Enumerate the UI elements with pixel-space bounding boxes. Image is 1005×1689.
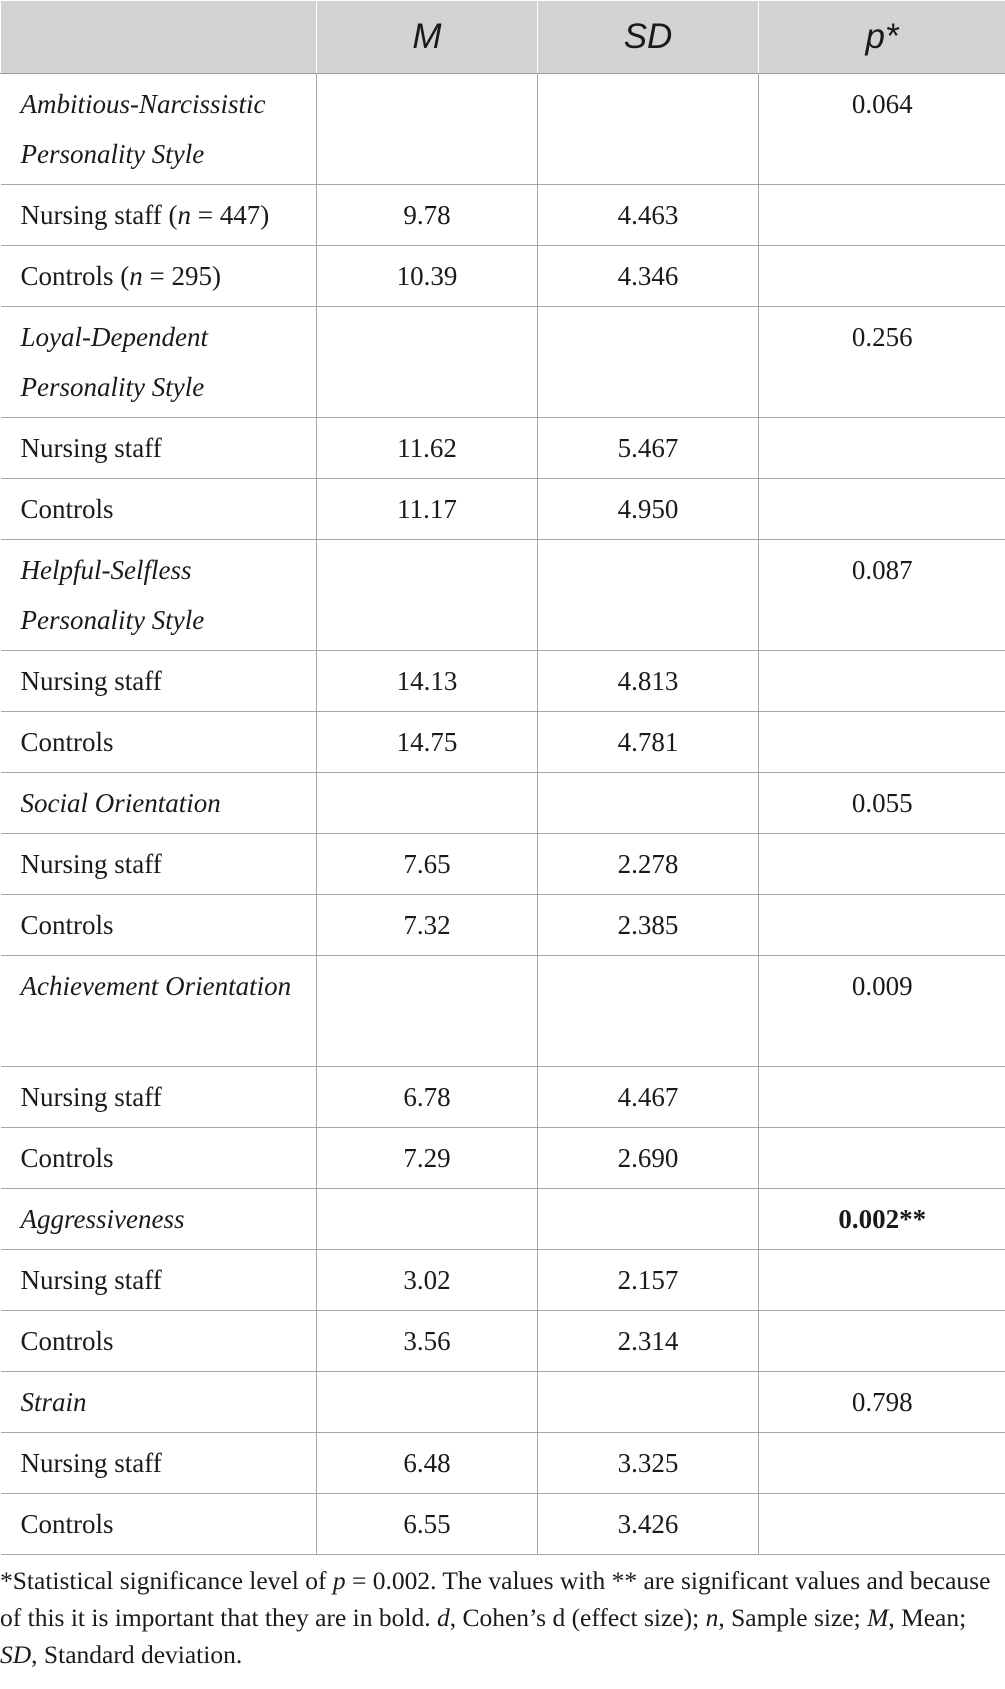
group-row: [1, 307, 1005, 418]
group-sd-cell: [538, 74, 759, 185]
group-row: [1, 1372, 1005, 1433]
group-p-value: 0.009: [759, 956, 1005, 1067]
footnote-text: , Mean;: [888, 1603, 967, 1632]
row-mean: 9.78: [317, 185, 538, 246]
table-row: [1, 1128, 1005, 1189]
row-label: Nursing staff: [1, 1067, 317, 1128]
group-p-value: 0.064: [759, 74, 1005, 185]
footnote-p-symbol: p: [332, 1566, 346, 1595]
header-label-cell: [1, 1, 317, 74]
group-mean-cell: [317, 74, 538, 185]
group-label: Helpful-Selfless Personality Style: [1, 540, 317, 651]
group-label: Ambitious-Narcissistic Personality Style: [1, 74, 317, 185]
row-p: [759, 834, 1005, 895]
row-p: [759, 1311, 1005, 1372]
row-p: [759, 418, 1005, 479]
row-p: [759, 1067, 1005, 1128]
header-mean: M: [317, 1, 538, 74]
row-mean: 6.55: [317, 1494, 538, 1555]
footnote-text: *Statistical significance level of: [0, 1566, 333, 1595]
table-row: [1, 651, 1005, 712]
row-sd: 4.950: [538, 479, 759, 540]
group-label: Social Orientation: [1, 773, 317, 834]
footnote-text: , Standard deviation.: [31, 1640, 243, 1669]
group-sd-cell: [538, 956, 759, 1067]
footnote-d-symbol: d: [436, 1603, 450, 1632]
row-label: Nursing staff: [1, 651, 317, 712]
row-mean: 10.39: [317, 246, 538, 307]
footnote-m-symbol: M: [867, 1603, 889, 1632]
row-mean: 14.13: [317, 651, 538, 712]
table-row: [1, 1494, 1005, 1555]
row-mean: 11.17: [317, 479, 538, 540]
footnote-n-symbol: n: [705, 1603, 719, 1632]
row-mean: 14.75: [317, 712, 538, 773]
row-p: [759, 479, 1005, 540]
row-label: Controls: [1, 895, 317, 956]
group-label: Aggressiveness: [1, 1189, 317, 1250]
row-label: Nursing staff: [1, 1250, 317, 1311]
row-sd: 2.157: [538, 1250, 759, 1311]
row-p: [759, 1250, 1005, 1311]
row-mean: 11.62: [317, 418, 538, 479]
row-label: Nursing staff: [1, 418, 317, 479]
row-mean: 7.29: [317, 1128, 538, 1189]
group-row: [1, 956, 1005, 1067]
row-label: Nursing staff: [1, 1433, 317, 1494]
row-p: [759, 1433, 1005, 1494]
group-sd-cell: [538, 540, 759, 651]
row-p: [759, 246, 1005, 307]
controls-text: Controls (: [20, 261, 130, 291]
group-row: [1, 540, 1005, 651]
row-sd: 2.314: [538, 1311, 759, 1372]
row-sd: 2.690: [538, 1128, 759, 1189]
group-p-value: 0.087: [759, 540, 1005, 651]
table-row: [1, 418, 1005, 479]
n-symbol: n: [177, 200, 191, 230]
row-p: [759, 895, 1005, 956]
group-row: [1, 773, 1005, 834]
n-value: = 295): [142, 261, 221, 291]
table-row: [1, 246, 1005, 307]
group-p-value: 0.055: [759, 773, 1005, 834]
n-value: = 447): [190, 200, 270, 230]
row-label: Nursing staff: [1, 834, 317, 895]
row-label: Controls: [1, 1311, 317, 1372]
row-mean: 6.78: [317, 1067, 538, 1128]
table-row: [1, 1433, 1005, 1494]
row-p: [759, 185, 1005, 246]
row-sd: 5.467: [538, 418, 759, 479]
group-mean-cell: [317, 540, 538, 651]
row-sd: 4.346: [538, 246, 759, 307]
group-mean-cell: [317, 1372, 538, 1433]
nursing-staff-text: Nursing staff (: [20, 200, 178, 230]
row-sd: 4.467: [538, 1067, 759, 1128]
row-label: [1, 246, 317, 307]
row-label: Controls: [1, 1128, 317, 1189]
group-mean-cell: [317, 956, 538, 1067]
row-sd: 3.325: [538, 1433, 759, 1494]
group-label: Achievement Orientation: [1, 956, 317, 1067]
group-p-value: 0.798: [759, 1372, 1005, 1433]
table-row: [1, 1067, 1005, 1128]
group-label: Strain: [1, 1372, 317, 1433]
group-mean-cell: [317, 1189, 538, 1250]
footnote-sd-symbol: SD: [0, 1640, 32, 1669]
group-sd-cell: [538, 773, 759, 834]
row-label: [1, 185, 317, 246]
table-row: [1, 185, 1005, 246]
row-sd: 4.463: [538, 185, 759, 246]
group-mean-cell: [317, 773, 538, 834]
group-p-value-significant: 0.002**: [759, 1189, 1005, 1250]
group-row: [1, 74, 1005, 185]
row-mean: 7.65: [317, 834, 538, 895]
n-symbol: n: [129, 261, 143, 291]
row-sd: 2.385: [538, 895, 759, 956]
row-mean: 3.56: [317, 1311, 538, 1372]
table-row: [1, 895, 1005, 956]
group-mean-cell: [317, 307, 538, 418]
row-label: Controls: [1, 712, 317, 773]
row-mean: 6.48: [317, 1433, 538, 1494]
row-sd: 2.278: [538, 834, 759, 895]
row-label: Controls: [1, 1494, 317, 1555]
footnote-text: , Cohen’s d (effect size);: [449, 1603, 706, 1632]
row-p: [759, 712, 1005, 773]
header-p-value: p*: [759, 1, 1005, 74]
row-sd: 4.781: [538, 712, 759, 773]
group-sd-cell: [538, 1372, 759, 1433]
row-p: [759, 1494, 1005, 1555]
footnote-text: , Sample size;: [718, 1603, 868, 1632]
row-sd: 3.426: [538, 1494, 759, 1555]
row-sd: 4.813: [538, 651, 759, 712]
row-mean: 3.02: [317, 1250, 538, 1311]
group-sd-cell: [538, 1189, 759, 1250]
footnote-text: = 0.002. The values with ** are significant values and because of this it is important that they are in bold.: [0, 1566, 991, 1632]
header-standard-deviation: SD: [538, 1, 759, 74]
group-p-value: 0.256: [759, 307, 1005, 418]
group-label: Loyal-Dependent Personality Style: [1, 307, 317, 418]
table-row: [1, 834, 1005, 895]
table-row: [1, 1311, 1005, 1372]
table-row: [1, 1250, 1005, 1311]
table-row: [1, 479, 1005, 540]
row-p: [759, 651, 1005, 712]
row-mean: 7.32: [317, 895, 538, 956]
group-row: [1, 1189, 1005, 1250]
row-p: [759, 1128, 1005, 1189]
table-header-row: [1, 1, 1005, 74]
row-label: Controls: [1, 479, 317, 540]
table-footnote: [0, 1562, 1005, 1673]
table-row: [1, 712, 1005, 773]
group-sd-cell: [538, 307, 759, 418]
